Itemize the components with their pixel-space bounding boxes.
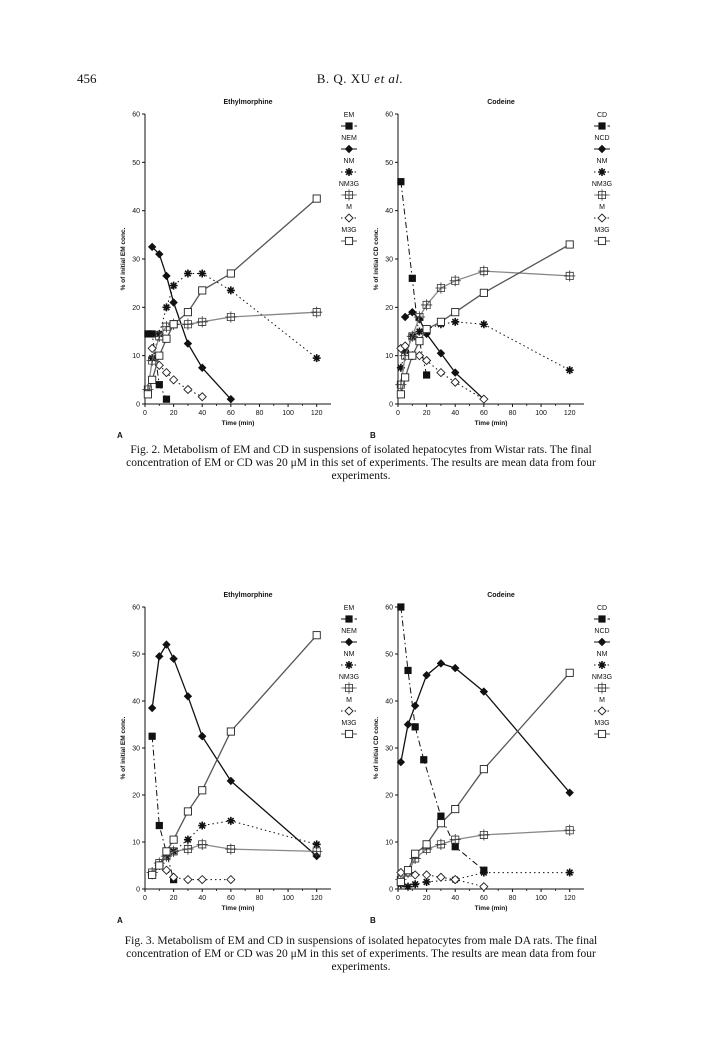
data-point-em <box>163 396 170 403</box>
y-tick-label: 0 <box>136 886 140 894</box>
panel-label: B <box>370 431 376 440</box>
series-line-nem <box>152 645 317 857</box>
data-point-m3g <box>566 241 573 248</box>
figure-2-plots <box>0 92 720 442</box>
data-point-nm3g <box>182 843 193 854</box>
x-tick-label: 100 <box>282 895 294 902</box>
y-axis-label: % of initial CD conc. <box>373 716 380 780</box>
legend-label: M <box>599 697 605 704</box>
data-point-nm3g <box>478 265 489 276</box>
series-line-m3g <box>148 199 317 395</box>
y-tick-label: 20 <box>385 792 393 800</box>
chart-title: Codeine <box>487 99 515 106</box>
y-tick-label: 40 <box>385 698 393 706</box>
data-point-nm <box>404 883 412 891</box>
x-tick-label: 60 <box>479 895 488 902</box>
x-axis-label: Time (min) <box>221 905 255 912</box>
data-point-m3g <box>452 309 459 316</box>
legend-label: CD <box>596 112 608 119</box>
y-tick-label: 60 <box>132 604 140 612</box>
data-point-m3g <box>416 338 423 345</box>
x-tick-label: 0 <box>396 410 400 417</box>
legend-label: NEM <box>341 135 357 142</box>
y-tick-label: 20 <box>132 304 140 312</box>
data-point-nm3g <box>450 275 461 286</box>
data-point-m3g <box>163 848 170 855</box>
data-point-m3g <box>452 806 459 813</box>
chart-title: Ethylmorphine <box>223 592 273 599</box>
legend-label: NM <box>596 651 608 658</box>
x-tick-label: 120 <box>310 410 323 417</box>
legend-label: M3G <box>594 720 610 727</box>
data-point-nm <box>480 320 488 328</box>
data-point-m3g <box>144 391 151 398</box>
data-point-m3g <box>423 841 430 848</box>
legend-label: M3G <box>594 227 610 234</box>
x-tick-label: 40 <box>198 410 207 417</box>
data-point-m3g <box>397 391 404 398</box>
data-point-ncd <box>404 720 412 728</box>
data-point-nem <box>148 704 156 712</box>
data-point-nem <box>198 732 206 740</box>
x-tick-label: 120 <box>310 895 323 902</box>
data-point-m3g <box>423 325 430 332</box>
data-point-nm3g <box>421 299 432 310</box>
data-point-nm <box>198 822 206 830</box>
legend-label: NM3G <box>591 674 613 681</box>
data-point-nem <box>169 298 177 306</box>
data-point-m <box>423 871 431 879</box>
y-tick-label: 30 <box>132 256 140 264</box>
data-point-ncd <box>401 313 409 321</box>
y-tick-label: 50 <box>132 651 140 659</box>
data-point-nem <box>169 655 177 663</box>
data-point-cd <box>409 275 416 282</box>
x-tick-label: 80 <box>255 895 264 902</box>
data-point-m <box>170 376 178 384</box>
data-point-nm <box>451 318 459 326</box>
legend-label: NM3G <box>591 181 613 188</box>
y-tick-label: 10 <box>385 353 393 361</box>
y-tick-label: 40 <box>385 208 393 216</box>
legend-marker <box>596 189 607 200</box>
x-tick-label: 40 <box>198 895 207 902</box>
data-point-m3g <box>480 766 487 773</box>
data-point-m3g <box>437 318 444 325</box>
data-point-nm3g <box>311 846 322 857</box>
data-point-m3g <box>227 728 234 735</box>
data-point-cd <box>412 723 419 730</box>
data-point-nm3g <box>450 834 461 845</box>
data-point-nm <box>313 354 321 362</box>
y-tick-label: 40 <box>132 208 140 216</box>
data-point-m3g <box>397 878 404 885</box>
x-tick-label: 20 <box>169 895 178 902</box>
figure-3 <box>0 583 720 933</box>
data-point-cd <box>397 178 404 185</box>
data-point-nm <box>480 869 488 877</box>
x-tick-label: 60 <box>479 410 488 417</box>
y-tick-label: 40 <box>132 698 140 706</box>
data-point-nm3g <box>197 839 208 850</box>
data-point-nm <box>198 270 206 278</box>
running-head-authors: B. Q. XU <box>316 71 371 86</box>
legend-label: NM3G <box>338 181 360 188</box>
legend-marker <box>345 237 352 244</box>
data-point-nm <box>415 328 423 336</box>
x-tick-label: 20 <box>422 895 431 902</box>
data-point-nm3g <box>182 319 193 330</box>
y-tick-label: 50 <box>385 651 393 659</box>
legend-label: NM <box>596 158 608 165</box>
data-point-nm3g <box>197 316 208 327</box>
legend-marker <box>345 730 352 737</box>
legend-marker <box>343 682 354 693</box>
legend-marker <box>598 638 606 646</box>
x-tick-label: 100 <box>282 410 294 417</box>
data-point-m3g <box>409 352 416 359</box>
data-point-m <box>415 352 423 360</box>
x-tick-label: 40 <box>451 895 460 902</box>
data-point-m3g <box>184 808 191 815</box>
chart-title: Ethylmorphine <box>223 99 273 106</box>
data-point-m3g <box>437 820 444 827</box>
legend-marker <box>345 168 353 176</box>
legend-label: M <box>599 204 605 211</box>
panel-label: A <box>117 431 123 440</box>
data-point-m3g <box>170 321 177 328</box>
legend-label: M3G <box>341 720 357 727</box>
data-point-nm <box>162 303 170 311</box>
x-tick-label: 100 <box>535 410 547 417</box>
legend-label: NCD <box>594 135 610 142</box>
x-axis-label: Time (min) <box>474 905 508 912</box>
data-point-cd <box>420 756 427 763</box>
legend-label: NM <box>343 158 355 165</box>
data-point-m3g <box>184 309 191 316</box>
series-line-cd <box>401 607 484 870</box>
legend-marker <box>345 638 353 646</box>
legend-label: EM <box>343 112 355 119</box>
data-point-nm3g <box>311 307 322 318</box>
y-axis-label: % of initial EM conc. <box>120 227 127 291</box>
x-axis-label: Time (min) <box>474 420 508 427</box>
data-point-nem <box>184 339 192 347</box>
legend-marker <box>598 237 605 244</box>
x-tick-label: 0 <box>143 410 147 417</box>
figure-2-caption: Fig. 2. Metabolism of EM and CD in suspensions of isolated hepatocytes from Wistar rats. The final concentration of EM or CD was 20 μM in this set of experiments. The results are mean data from four experiments. <box>126 444 596 482</box>
legend-label: NCD <box>594 628 610 635</box>
data-point-m <box>451 378 459 386</box>
data-point-nm <box>411 880 419 888</box>
y-tick-label: 10 <box>132 839 140 847</box>
data-point-em <box>156 381 163 388</box>
y-tick-label: 20 <box>132 792 140 800</box>
y-tick-label: 30 <box>132 745 140 753</box>
data-point-nm3g <box>564 825 575 836</box>
data-point-m3g <box>404 867 411 874</box>
chart-panel-fig3-a <box>117 592 359 925</box>
legend-label: NM3G <box>338 674 360 681</box>
data-point-m <box>198 876 206 884</box>
legend-marker <box>345 214 353 222</box>
data-point-m3g <box>156 352 163 359</box>
y-tick-label: 30 <box>385 256 393 264</box>
y-tick-label: 60 <box>385 604 393 612</box>
data-point-nm3g <box>564 270 575 281</box>
data-point-cd <box>423 371 430 378</box>
x-tick-label: 80 <box>508 410 517 417</box>
legend-marker <box>598 168 606 176</box>
data-point-m <box>162 866 170 874</box>
data-point-m3g <box>199 787 206 794</box>
series-line-ncd <box>401 663 570 792</box>
legend-label: NEM <box>341 628 357 635</box>
y-tick-label: 60 <box>385 111 393 119</box>
data-point-nm3g <box>414 311 425 322</box>
data-point-nm <box>227 817 235 825</box>
x-tick-label: 60 <box>226 895 235 902</box>
data-point-nm3g <box>435 839 446 850</box>
x-tick-label: 120 <box>563 895 576 902</box>
legend-label: M <box>346 697 352 704</box>
x-tick-label: 40 <box>451 410 460 417</box>
data-point-em <box>149 733 156 740</box>
data-point-nm3g <box>225 311 236 322</box>
y-axis-label: % of initial CD conc. <box>373 227 380 291</box>
legend-marker <box>345 122 352 129</box>
legend-marker <box>596 682 607 693</box>
data-point-nm <box>184 270 192 278</box>
legend-marker <box>598 145 606 153</box>
chart-title: Codeine <box>487 592 515 599</box>
legend-label: CD <box>596 605 608 612</box>
y-tick-label: 0 <box>136 401 140 409</box>
legend-marker <box>343 189 354 200</box>
data-point-m3g <box>156 862 163 869</box>
figure-3-plots <box>0 583 720 933</box>
y-tick-label: 10 <box>132 353 140 361</box>
legend-marker <box>598 122 605 129</box>
x-tick-label: 80 <box>255 410 264 417</box>
page-number: 456 <box>77 71 97 86</box>
y-tick-label: 10 <box>385 839 393 847</box>
legend-label: M <box>346 204 352 211</box>
data-point-m3g <box>199 287 206 294</box>
legend-marker <box>345 615 352 622</box>
figure-2 <box>0 92 720 442</box>
data-point-nem <box>184 692 192 700</box>
data-point-m <box>184 386 192 394</box>
x-tick-label: 60 <box>226 410 235 417</box>
x-tick-label: 0 <box>396 895 400 902</box>
y-tick-label: 0 <box>389 886 393 894</box>
data-point-cd <box>397 603 404 610</box>
x-tick-label: 20 <box>169 410 178 417</box>
data-point-m <box>411 871 419 879</box>
running-head <box>0 71 720 87</box>
x-axis-label: Time (min) <box>221 420 255 427</box>
data-point-m <box>437 369 445 377</box>
data-point-m3g <box>170 836 177 843</box>
series-line-m <box>152 866 231 880</box>
chart-panel-fig2-a <box>117 99 359 440</box>
data-point-m <box>184 876 192 884</box>
data-point-nm <box>566 869 574 877</box>
y-tick-label: 60 <box>132 111 140 119</box>
data-point-m3g <box>480 289 487 296</box>
chart-panel-fig2-b <box>370 99 612 440</box>
y-tick-label: 50 <box>132 159 140 167</box>
data-point-m <box>227 876 235 884</box>
panel-label: A <box>117 916 123 925</box>
data-point-cd <box>404 667 411 674</box>
legend-label: EM <box>343 605 355 612</box>
data-point-m3g <box>163 335 170 342</box>
x-tick-label: 0 <box>143 895 147 902</box>
data-point-m <box>198 393 206 401</box>
data-point-m3g <box>227 270 234 277</box>
y-axis-label: % of initial EM conc. <box>120 716 127 780</box>
panel-label: B <box>370 916 376 925</box>
chart-panel-fig3-b <box>370 592 612 925</box>
data-point-nm <box>170 282 178 290</box>
data-point-m <box>437 873 445 881</box>
x-tick-label: 120 <box>563 410 576 417</box>
data-point-nem <box>155 652 163 660</box>
data-point-m3g <box>149 376 156 383</box>
y-tick-label: 0 <box>389 401 393 409</box>
data-point-nm <box>227 286 235 294</box>
x-tick-label: 20 <box>422 410 431 417</box>
legend-marker <box>345 707 353 715</box>
y-tick-label: 50 <box>385 159 393 167</box>
data-point-em <box>156 822 163 829</box>
legend-marker <box>598 615 605 622</box>
data-point-cd <box>437 813 444 820</box>
data-point-nm3g <box>435 282 446 293</box>
running-head-etal: et al. <box>374 71 404 86</box>
data-point-m3g <box>412 850 419 857</box>
legend-marker <box>598 661 606 669</box>
data-point-nem <box>162 640 170 648</box>
legend-label: NM <box>343 651 355 658</box>
legend-marker <box>598 214 606 222</box>
legend-label: M3G <box>341 227 357 234</box>
y-tick-label: 30 <box>385 745 393 753</box>
data-point-nem <box>162 272 170 280</box>
data-point-nm <box>184 836 192 844</box>
data-point-m3g <box>566 669 573 676</box>
legend-marker <box>598 730 605 737</box>
data-point-nm3g <box>225 843 236 854</box>
data-point-nm <box>566 366 574 374</box>
data-point-m3g <box>402 374 409 381</box>
data-point-nm3g <box>478 829 489 840</box>
legend-marker <box>598 707 606 715</box>
x-tick-label: 100 <box>535 895 547 902</box>
data-point-m3g <box>313 195 320 202</box>
legend-marker <box>345 145 353 153</box>
data-point-m3g <box>313 632 320 639</box>
data-point-m3g <box>149 871 156 878</box>
legend-marker <box>345 661 353 669</box>
y-tick-label: 20 <box>385 304 393 312</box>
figure-3-caption: Fig. 3. Metabolism of EM and CD in suspensions of isolated hepatocytes from male DA rats. The final concentration of EM or CD was 20 μM in this set of experiments. The results are mean data from four experiments. <box>124 935 598 973</box>
x-tick-label: 80 <box>508 895 517 902</box>
